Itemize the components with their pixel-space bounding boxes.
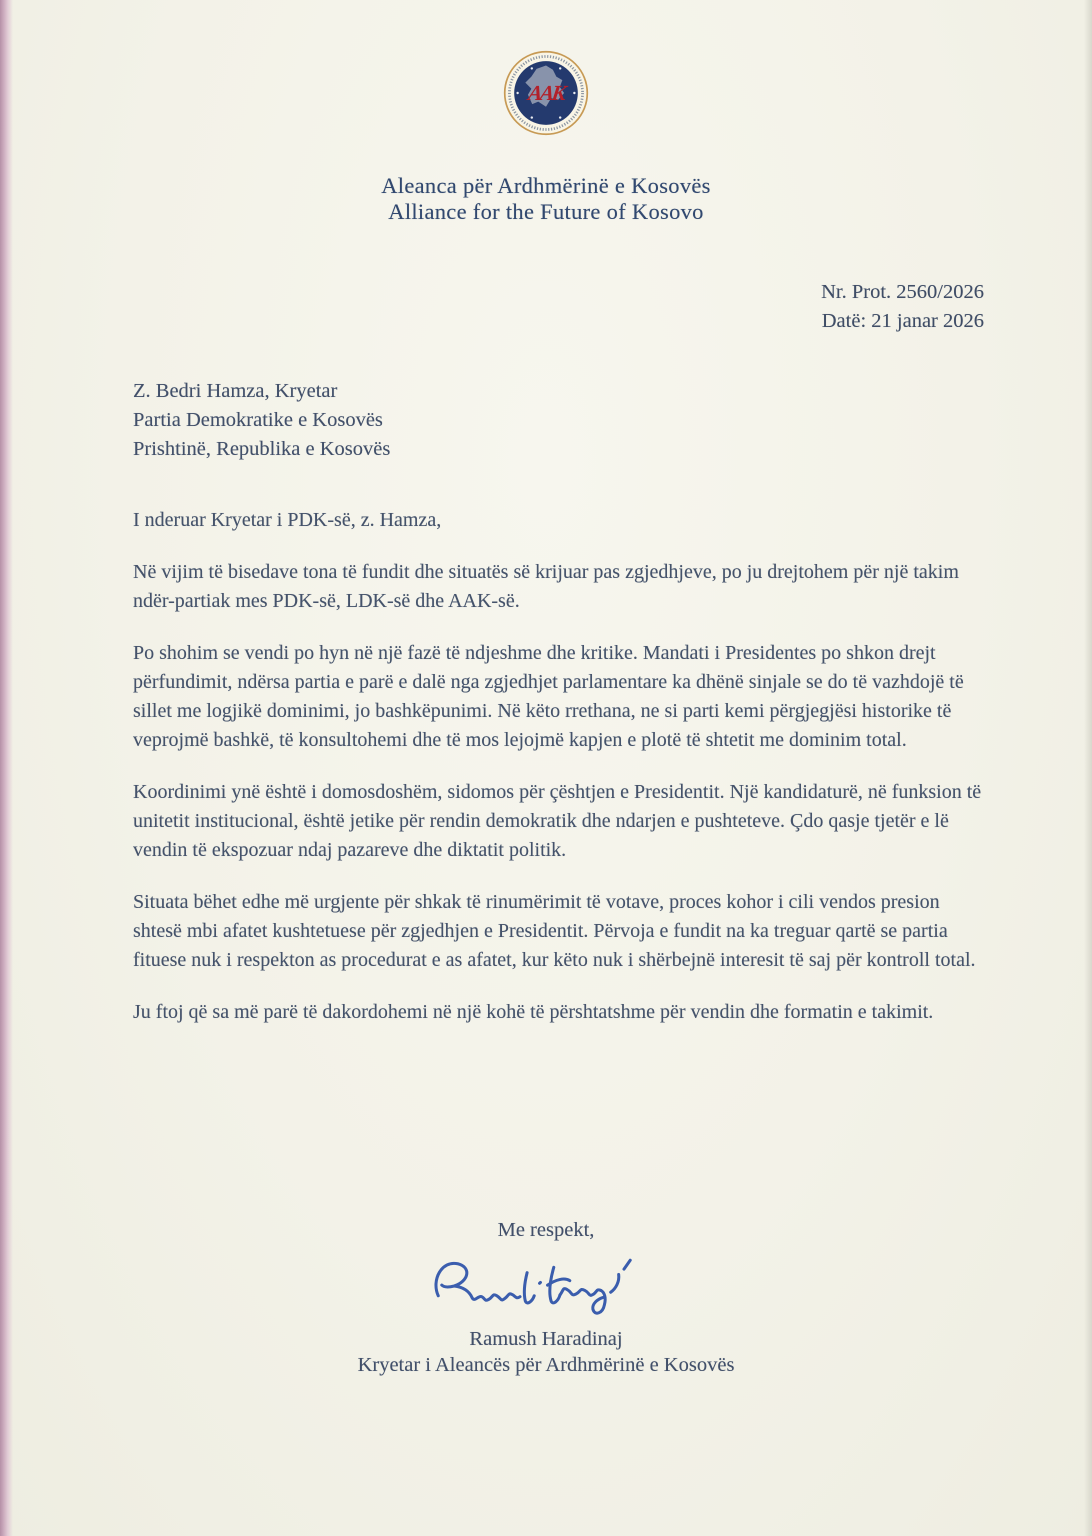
handwritten-signature [411,1246,661,1326]
closing-block [0,1217,1092,1378]
logo-monogram: AAK [526,80,566,105]
org-name-albanian: Aleanca për Ardhmërinë e Kosovës [381,173,711,198]
salutation: I nderuar Kryetar i PDK-së, z. Hamza, [133,509,442,531]
date-line: Datë: 21 janar 2026 [821,310,984,332]
paragraph: Ju ftoj që sa më parë të dakordohemi në një kohë të përshtatshme për vendin dhe formatin e takimit. [133,1001,934,1023]
org-name-english: Alliance for the Future of Kosovo [388,199,704,224]
recipient-line: Z. Bedri Hamza, Kryetar [133,380,338,402]
letterhead [0,50,1092,225]
paragraph: Koordinimi ynë është i domosdoshëm, sidomos për çështjen e Presidentit. Një kandidaturë, në funksion të unitetit institucional, është jetike për rendin demokratik dhe ndarjen e pushteteve. Çdo qasje tjetër e lë vendin të ekspozuar ndaj pazareve dhe diktatit politik. [133,781,982,861]
valediction: Me respekt, [497,1219,595,1241]
paragraph: Situata bëhet edhe më urgjente për shkak të rinumërimit të votave, proces kohor i cili vendos presion shtesë mbi afatet kushtetuese për zgjedhjen e Presidentit. Përvoja e fundit na ka treguar qartë se partia fituese nuk i respekton as procedurat e as afatet, kur këto nuk i shërbejnë interesit të saj për kontroll total. [133,891,976,971]
document-meta [821,278,984,336]
protocol-number: Nr. Prot. 2560/2026 [821,281,984,303]
paragraph: Po shohim se vendi po hyn në një fazë të ndjeshme dhe kritike. Mandati i Presidentes po shkon drejt përfundimit, ndërsa partia e parë e dalë nga zgjedhjet parlamentare ka dhënë sinjale se do të vazhdojë të sillet me logjikë dominimi, jo bashkëpunimi. Në këto rrethana, ne si parti kemi përgjegjësi historike të veprojmë bashkë, të konsultohemi dhe të mos lejojmë kapjen e plotë të shtetit me dominim total. [133,642,964,751]
letter-body [133,506,991,1050]
aak-logo-icon [503,50,589,136]
signatory-name: Ramush Haradinaj [469,1328,623,1350]
paragraph: Në vijim të bisedave tona të fundit dhe situatës së krijuar pas zgjedhjeve, po ju drejtohem për një takim ndër-partiak mes PDK-së, LDK-së dhe AAK-së. [133,561,959,612]
recipient-line: Prishtinë, Republika e Kosovës [133,438,391,460]
recipient-line: Partia Demokratike e Kosovës [133,409,383,431]
signatory-title: Kryetar i Aleancës për Ardhmërinë e Kosovës [357,1354,735,1376]
recipient-address [133,377,390,464]
